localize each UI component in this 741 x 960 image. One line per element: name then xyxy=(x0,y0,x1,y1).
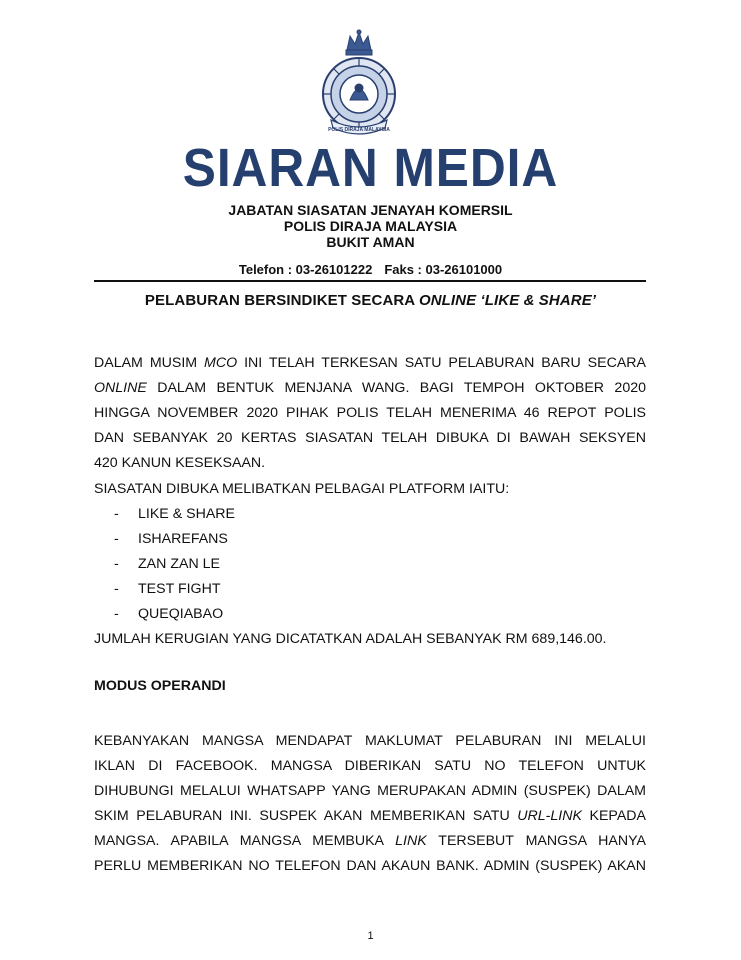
list-item: - TEST FIGHT xyxy=(114,581,221,597)
list-item: - ZAN ZAN LE xyxy=(114,556,220,572)
modus-line: MANGSA. APABILA MANGSA MEMBUKA LINK TERSEBUT MANGSA HANYA xyxy=(94,833,646,849)
headline-prefix: PELABURAN BERSINDIKET SECARA xyxy=(144,292,419,309)
page-number: 1 xyxy=(367,930,374,942)
loss-statement: JUMLAH KERUGIAN YANG DICATATKAN ADALAH SEBANYAK RM 689,146.00. xyxy=(94,631,607,647)
list-item: - QUEQIABAO xyxy=(114,606,224,622)
modus-heading: MODUS OPERANDI xyxy=(94,678,226,694)
list-item: - LIKE & SHARE xyxy=(114,506,235,522)
department-name: JABATAN SIASATAN JENAYAH KOMERSIL xyxy=(228,202,513,218)
modus-line: SKIM PELABURAN INI. SUSPEK AKAN MEMBERIKAN SATU URL-LINK KEPADA xyxy=(94,808,646,824)
modus-line: PERLU MEMBERIKAN NO TELEFON DAN AKAUN BANK. ADMIN (SUSPEK) AKAN xyxy=(94,858,646,874)
modus-line: IKLAN DI FACEBOOK. MANGSA DIBERIKAN SATU NO TELEFON UNTUK xyxy=(94,758,646,774)
logo-ribbon-text: POLIS DIRAJA MALAYSIA xyxy=(328,127,390,133)
modus-line: KEBANYAKAN MANGSA MENDAPAT MAKLUMAT PELABURAN INI MELALUI xyxy=(94,733,646,749)
intro-paragraph xyxy=(94,351,646,476)
headline-italic: ONLINE ‘LIKE & SHARE’ xyxy=(418,292,597,309)
contact-line xyxy=(0,262,741,277)
intro-line: HINGGA NOVEMBER 2020 PIHAK POLIS TELAH MENERIMA 46 REPOT POLIS xyxy=(94,405,646,421)
police-crest-icon xyxy=(317,28,401,138)
intro-line: DAN SEBANYAK 20 KERTAS SIASATAN TELAH DIBUKA DI BAWAH SEKSYEN xyxy=(94,430,646,446)
modus-line: DIHUBUNGI MELALUI WHATSAPP YANG MERUPAKAN ADMIN (SUSPEK) DALAM xyxy=(94,783,646,799)
page-title: SIARAN MEDIA xyxy=(182,138,559,198)
modus-paragraph xyxy=(94,729,646,879)
intro-line: DALAM MUSIM MCO INI TELAH TERKESAN SATU PELABURAN BARU SECARA xyxy=(94,355,646,371)
list-item: - ISHAREFANS xyxy=(114,531,228,547)
agency-name: POLIS DIRAJA MALAYSIA xyxy=(283,218,458,234)
intro-line: 420 KANUN KESEKSAAN. xyxy=(94,455,266,471)
platforms-intro: SIASATAN DIBUKA MELIBATKAN PELBAGAI PLATFORM IAITU: xyxy=(94,481,510,497)
header-divider xyxy=(94,280,646,282)
faks-number: Faks : 03-26101000 xyxy=(384,262,503,277)
press-headline xyxy=(0,292,741,309)
telefon-number: Telefon : 03-26101222 xyxy=(238,262,373,277)
intro-line: ONLINE DALAM BENTUK MENJANA WANG. BAGI TEMPOH OKTOBER 2020 xyxy=(94,380,646,396)
location-name: BUKIT AMAN xyxy=(326,234,415,250)
